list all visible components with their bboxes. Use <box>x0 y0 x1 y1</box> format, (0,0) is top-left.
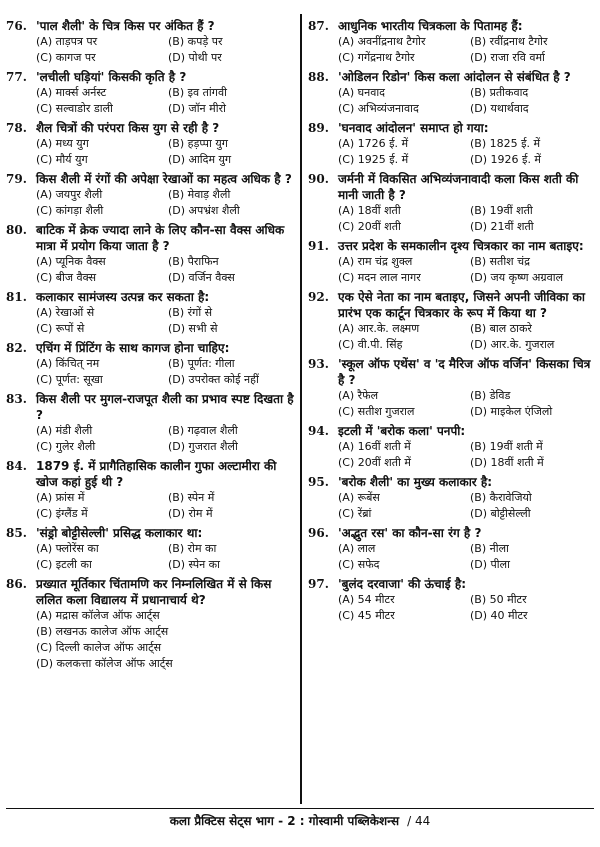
option-a: (A) 1726 ई. में <box>338 137 409 150</box>
question-number: 93. <box>308 357 329 371</box>
question-item <box>308 120 596 168</box>
question-item <box>6 391 294 455</box>
option-c: (C) 45 मीटर <box>338 609 395 622</box>
option-c: (C) 1925 ई. में <box>338 153 409 166</box>
option-b: (B) स्पेन में <box>168 491 215 504</box>
option-a: (A) फ्रांस में <box>36 491 85 504</box>
option-d: (D) कलकत्ता कॉलेज ऑफ आर्ट्स <box>36 657 173 670</box>
question-item <box>6 222 294 286</box>
question-number: 87. <box>308 19 329 33</box>
option-c: (C) कांगड़ा शैली <box>36 204 104 217</box>
question-number: 94. <box>308 424 329 438</box>
option-b: (B) डेविड <box>470 389 511 402</box>
question-text: कलाकार सामंजस्य उत्पन्न कर सकता है: <box>36 290 210 304</box>
question-item <box>308 69 596 117</box>
option-d: (D) उपरोक्त कोई नहीं <box>168 373 259 386</box>
option-a: (A) रूबेंस <box>338 491 380 504</box>
option-b: (B) रवींद्रनाथ टैगोर <box>470 35 548 48</box>
option-a: (A) रेखाओं से <box>36 306 95 319</box>
option-b: (B) 19वीं शती में <box>470 440 543 453</box>
option-c: (C) सल्वाडोर डाली <box>36 102 113 115</box>
question-number: 77. <box>6 70 27 84</box>
question-text: आधुनिक भारतीय चित्रकला के पितामह हैं: <box>338 19 523 33</box>
question-text: 'ओडिलन रिडोन' किस कला आंदोलन से संबंधित है ? <box>338 70 571 84</box>
option-a: (A) किंचित् नम <box>36 357 100 370</box>
option-a: (A) आर.के. लक्ष्मण <box>338 322 420 335</box>
option-b: (B) इव तांगवी <box>168 86 227 99</box>
option-d: (D) यथार्थवाद <box>470 102 529 115</box>
option-a: (A) मार्क्स अर्नस्ट <box>36 86 107 99</box>
question-number: 88. <box>308 70 329 84</box>
question-number: 82. <box>6 341 27 355</box>
option-a: (A) 18वीं शती <box>338 204 401 217</box>
option-b: (B) बाल ठाकरे <box>470 322 532 335</box>
question-number: 90. <box>308 172 329 186</box>
question-item <box>308 576 596 624</box>
question-text: प्रख्यात मूर्तिकार चिंतामणि कर निम्नलिखित में से किस ललित कला विद्यालय में प्रधानाचार्य थे? <box>36 577 272 607</box>
options-grid <box>308 490 596 522</box>
options-grid <box>6 423 294 455</box>
question-item <box>6 69 294 117</box>
option-c: (C) कागज पर <box>36 51 96 64</box>
option-a: (A) 16वीं शती में <box>338 440 411 453</box>
option-a: (A) अवनींद्रनाथ टैगोर <box>338 35 426 48</box>
options-grid <box>308 136 596 168</box>
question-number: 89. <box>308 121 329 135</box>
question-number: 76. <box>6 19 27 33</box>
question-number: 85. <box>6 526 27 540</box>
option-c: (C) गुलेर शैली <box>36 440 96 453</box>
option-b: (B) गढ़वाल शैली <box>168 424 238 437</box>
question-item <box>308 525 596 573</box>
options-grid <box>6 356 294 388</box>
option-a: (A) मध्य युग <box>36 137 89 150</box>
column-divider <box>300 14 302 804</box>
option-d: (D) 40 मीटर <box>470 609 528 622</box>
option-b: (B) 1825 ई. में <box>470 137 541 150</box>
options-grid <box>308 541 596 573</box>
option-c: (C) सफेद <box>338 558 380 571</box>
question-number: 84. <box>6 459 27 473</box>
option-d: (D) गुजरात शैली <box>168 440 238 453</box>
question-text: 'अद्भुत रस' का कौन-सा रंग है ? <box>338 526 482 540</box>
footer-title: कला प्रैक्टिस सेट्स भाग - 2 : गोस्वामी पब्लिकेशन्स <box>169 814 400 828</box>
question-number: 97. <box>308 577 329 591</box>
option-c: (C) पूर्णत: सूखा <box>36 373 103 386</box>
question-item <box>308 238 596 286</box>
question-text: 'लचीली घड़ियां' किसकी कृति है ? <box>36 70 187 84</box>
question-item <box>308 289 596 353</box>
option-b: (B) लखनऊ कालेज ऑफ आर्ट्स <box>36 625 169 638</box>
question-text: 'बरोक शैली' का मुख्य कलाकार है: <box>338 475 493 489</box>
option-c: (C) मौर्य युग <box>36 153 88 166</box>
question-item <box>308 474 596 522</box>
question-text: 'स्कूल ऑफ एथेंस' व 'द मैरिज ऑफ वर्जिन' किसका चित्र है ? <box>338 357 591 387</box>
question-item <box>6 340 294 388</box>
options-grid <box>6 34 294 66</box>
option-d: (D) 1926 ई. में <box>470 153 542 166</box>
question-item <box>6 525 294 573</box>
option-c: (C) वी.पी. सिंह <box>338 338 403 351</box>
question-text: 'घनवाद आंदोलन' समाप्त हो गया: <box>338 121 489 135</box>
option-c: (C) मदन लाल नागर <box>338 271 421 284</box>
question-item <box>308 171 596 235</box>
options-list <box>6 608 294 672</box>
question-text: 'पाल शैली' के चित्र किस पर अंकित हैं ? <box>36 19 215 33</box>
question-text: 'बुलंद दरवाजा' की ऊंचाई है: <box>338 577 467 591</box>
options-grid <box>6 254 294 286</box>
question-item <box>308 356 596 420</box>
option-a: (A) घनवाद <box>338 86 386 99</box>
question-number: 92. <box>308 290 329 304</box>
question-item <box>6 458 294 522</box>
options-grid <box>6 305 294 337</box>
question-item <box>6 289 294 337</box>
question-text: जर्मनी में विकसित अभिव्यंजनावादी कला किस शती की मानी जाती है ? <box>338 172 579 202</box>
question-number: 95. <box>308 475 329 489</box>
options-grid <box>6 85 294 117</box>
question-text: एक ऐसे नेता का नाम बताइए, जिसने अपनी जीविका का प्रारंभ एक कार्टून चित्रकार के रूप में किया था ? <box>338 290 585 320</box>
question-number: 96. <box>308 526 329 540</box>
option-d: (D) जय कृष्ण अग्रवाल <box>470 271 564 284</box>
option-b: (B) हड़प्पा युग <box>168 137 228 150</box>
question-text: एचिंग में प्रिंटिंग के साथ कागज होना चाहिए: <box>36 341 230 355</box>
question-text: इटली में 'बरोक कला' पनपी: <box>338 424 466 438</box>
option-b: (B) प्रतीकवाद <box>470 86 529 99</box>
question-item <box>308 18 596 66</box>
option-d: (D) रोम में <box>168 507 213 520</box>
option-a: (A) रैफेल <box>338 389 379 402</box>
option-c: (C) गगेंद्रनाथ टैगोर <box>338 51 415 64</box>
option-d: (D) 18वीं शती में <box>470 456 544 469</box>
option-a: (A) जयपुर शैली <box>36 188 103 201</box>
option-d: (D) स्पेन का <box>168 558 220 571</box>
option-c: (C) 20वीं शती में <box>338 456 411 469</box>
option-b: (B) कैरावेजियो <box>470 491 532 504</box>
option-d: (D) सभी से <box>168 322 218 335</box>
option-b: (B) पूर्णत: गीला <box>168 357 235 370</box>
options-grid <box>308 254 596 286</box>
option-b: (B) रोम का <box>168 542 217 555</box>
option-c: (C) इंग्लैंड में <box>36 507 88 520</box>
options-grid <box>308 592 596 624</box>
option-a: (A) ताड़पत्र पर <box>36 35 98 48</box>
option-c: (C) रूपों से <box>36 322 85 335</box>
question-number: 81. <box>6 290 27 304</box>
option-b: (B) सतीश चंद्र <box>470 255 530 268</box>
question-number: 83. <box>6 392 27 406</box>
question-text: 1879 ई. में प्रागैतिहासिक कालीन गुफा अल्टामीरा की खोज कहां हुई थी ? <box>36 459 277 489</box>
option-c: (C) रेंब्रां <box>338 507 372 520</box>
footer-rule <box>6 808 594 809</box>
question-item <box>6 171 294 219</box>
option-d: (D) बोट्टीसेल्ली <box>470 507 531 520</box>
option-c: (C) अभिव्यंजनावाद <box>338 102 419 115</box>
options-grid <box>308 388 596 420</box>
question-text: 'संड्रो बोट्टीसेल्ली' प्रसिद्ध कलाकार था: <box>36 526 203 540</box>
left-column <box>6 18 294 675</box>
option-d: (D) राजा रवि वर्मा <box>470 51 545 64</box>
question-text: किस शैली में रंगों की अपेक्षा रेखाओं का महत्व अधिक है ? <box>36 172 292 186</box>
question-text: उत्तर प्रदेश के समकालीन दृश्य चित्रकार का नाम बताइए: <box>338 239 584 253</box>
option-b: (B) कपड़े पर <box>168 35 223 48</box>
option-b: (B) पैराफिन <box>168 255 219 268</box>
option-d: (D) माइकेल एंजिलो <box>470 405 553 418</box>
option-b: (B) रंगों से <box>168 306 213 319</box>
option-d: (D) पीला <box>470 558 510 571</box>
question-text: किस शैली पर मुगल-राजपूत शैली का प्रभाव स्पष्ट दिखता है ? <box>36 392 294 422</box>
question-number: 78. <box>6 121 27 135</box>
options-grid <box>308 34 596 66</box>
question-item <box>6 120 294 168</box>
option-b: (B) मेवाड़ शैली <box>168 188 231 201</box>
option-d: (D) आदिम युग <box>168 153 232 166</box>
option-d: (D) 21वीं शती <box>470 220 534 233</box>
options-grid <box>308 85 596 117</box>
option-c: (C) दिल्ली कालेज ऑफ आर्ट्स <box>36 641 162 654</box>
option-d: (D) वर्जिन वैक्स <box>168 271 235 284</box>
option-d: (D) अपभ्रंश शैली <box>168 204 240 217</box>
question-item <box>6 18 294 66</box>
question-number: 91. <box>308 239 329 253</box>
options-grid <box>6 490 294 522</box>
option-a: (A) मंडी शैली <box>36 424 93 437</box>
options-grid <box>308 439 596 471</box>
options-grid <box>6 541 294 573</box>
question-number: 86. <box>6 577 27 591</box>
option-d: (D) आर.के. गुजराल <box>470 338 555 351</box>
option-a: (A) राम चंद्र शुक्ल <box>338 255 413 268</box>
option-c: (C) सतीश गुजराल <box>338 405 415 418</box>
option-a: (A) प्यूनिक वैक्स <box>36 255 106 268</box>
options-grid <box>308 321 596 353</box>
option-d: (D) जॉन मीरो <box>168 102 226 115</box>
options-grid <box>308 203 596 235</box>
page-footer <box>0 812 600 829</box>
option-c: (C) 20वीं शती <box>338 220 401 233</box>
option-b: (B) 50 मीटर <box>470 593 527 606</box>
question-text: शैल चित्रों की परंपरा किस युग से रही है ? <box>36 121 220 135</box>
option-b: (B) 19वीं शती <box>470 204 533 217</box>
question-text: बाटिक में क्रेक ज्यादा लाने के लिए कौन-सा वैक्स अधिक मात्रा में प्रयोग किया जाता है ? <box>36 223 285 253</box>
page-number: / 44 <box>407 814 431 828</box>
option-b: (B) नीला <box>470 542 509 555</box>
option-a: (A) लाल <box>338 542 376 555</box>
option-c: (C) इटली का <box>36 558 92 571</box>
question-number: 79. <box>6 172 27 186</box>
question-number: 80. <box>6 223 27 237</box>
option-a: (A) 54 मीटर <box>338 593 395 606</box>
option-d: (D) पोथी पर <box>168 51 222 64</box>
option-c: (C) बीज वैक्स <box>36 271 97 284</box>
option-a: (A) मद्रास कॉलेज ऑफ आर्ट्स <box>36 609 160 622</box>
question-item <box>308 423 596 471</box>
options-grid <box>6 136 294 168</box>
right-column <box>308 18 596 627</box>
options-grid <box>6 187 294 219</box>
question-item <box>6 576 294 672</box>
option-a: (A) फ्लोरेंस का <box>36 542 99 555</box>
